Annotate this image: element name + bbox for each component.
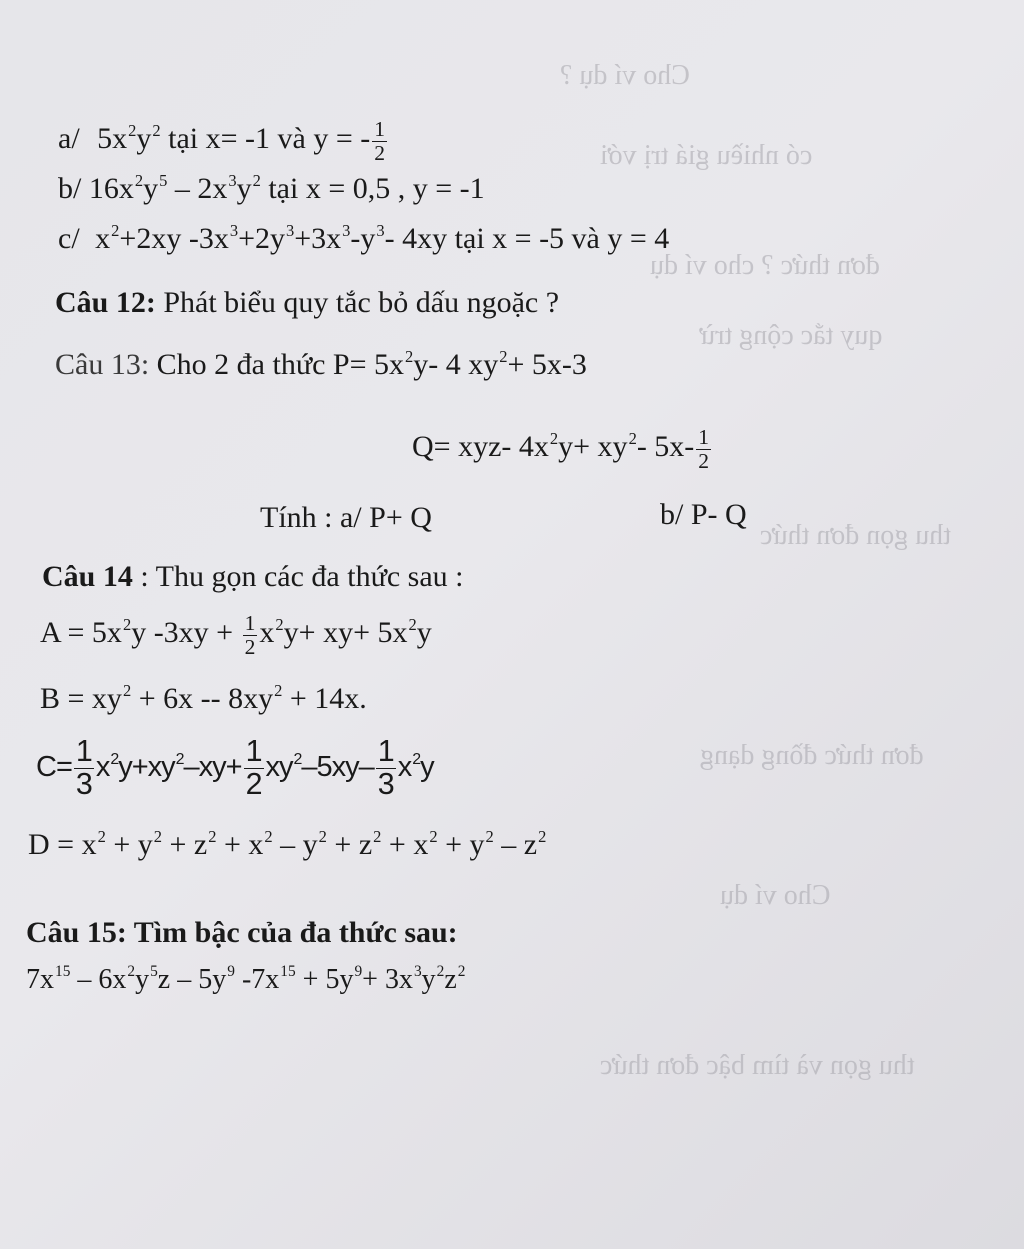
fraction — [243, 612, 258, 658]
question-13-q — [412, 426, 713, 472]
expression-term: -7x — [234, 964, 280, 995]
question-13-q-term: - 5x- — [636, 430, 695, 464]
exponent: 2 — [252, 170, 261, 190]
polynomial-c — [36, 736, 434, 801]
polynomial-d-term: D = x — [28, 828, 97, 861]
polynomial-d-term: – y — [272, 828, 318, 861]
polynomial-c-term: y — [420, 751, 434, 784]
question-15 — [26, 918, 458, 948]
expression-term: y — [421, 964, 436, 995]
expression-term: 7x — [26, 964, 54, 995]
question-15-expression — [26, 963, 466, 995]
exponent: 5 — [150, 963, 158, 981]
question-13 — [55, 346, 587, 381]
exponent: 2 — [293, 751, 302, 769]
question-13-p: y- 4 xy — [413, 348, 499, 381]
exponent: 2 — [436, 963, 445, 981]
exponent: 2 — [152, 120, 161, 140]
exponent: 2 — [264, 826, 273, 846]
polynomial-d-term: + z — [326, 828, 373, 861]
polynomial-d-term: + y — [105, 828, 153, 861]
fraction — [376, 736, 396, 801]
polynomial-c-term: x — [95, 751, 110, 784]
polynomial-b-term: B = xy — [40, 682, 122, 715]
fraction-denominator: 2 — [244, 634, 256, 659]
exponent: 2 — [111, 220, 120, 240]
expression-term: + 5y — [295, 964, 354, 995]
exponent: 2 — [208, 826, 217, 846]
question-13-label: Câu 13: — [55, 348, 150, 381]
exponent: 2 — [274, 680, 283, 700]
problem-b-term: – 2x — [167, 172, 228, 205]
fraction — [244, 736, 264, 801]
exponent: 2 — [412, 751, 421, 769]
fraction-numerator: 1 — [245, 734, 262, 768]
problem-b-condition: tại x = 0,5 , y = -1 — [260, 172, 485, 205]
question-12 — [55, 288, 559, 318]
exponent: 2 — [405, 346, 414, 366]
polynomial-c-term: xy — [265, 751, 293, 784]
fraction-denominator: 2 — [245, 766, 262, 801]
exponent: 2 — [408, 614, 417, 634]
problem-b-label: b/ — [58, 172, 82, 205]
exponent: 15 — [55, 963, 71, 981]
polynomial-d-term: – z — [493, 828, 538, 861]
question-14-text: : Thu gọn các đa thức sau : — [132, 560, 464, 593]
question-14-label: Câu 14 — [42, 560, 133, 593]
exponent: 2 — [628, 428, 637, 448]
problem-b — [58, 170, 485, 205]
exponent: 2 — [175, 751, 184, 769]
polynomial-a — [40, 612, 432, 658]
exponent: 3 — [342, 220, 351, 240]
expression-term: – 6x — [70, 964, 127, 995]
fraction-denominator: 2 — [698, 448, 710, 473]
polynomial-c-term: x — [397, 751, 412, 784]
problem-c-condition: - 4xy tại x = -5 và y = 4 — [384, 222, 670, 255]
question-15-text: Tìm bậc của đa thức sau: — [126, 916, 458, 949]
polynomial-d-term: + x — [381, 828, 429, 861]
fraction-numerator: 1 — [75, 734, 92, 768]
exponent: 2 — [122, 680, 132, 700]
question-15-label: Câu 15: — [26, 916, 127, 949]
exponent: 2 — [128, 120, 137, 140]
exponent: 2 — [318, 826, 327, 846]
problem-a-label: a/ — [58, 122, 80, 156]
exponent: 2 — [153, 826, 163, 846]
exponent: 9 — [227, 963, 235, 981]
exponent: 3 — [413, 963, 422, 981]
expression-term: + 3x — [362, 964, 413, 995]
fraction — [74, 736, 94, 801]
exponent: 3 — [229, 220, 239, 240]
question-13-tinh-b: b/ P- Q — [660, 498, 747, 531]
problem-c-label: c/ — [58, 222, 80, 255]
exponent: 2 — [110, 751, 119, 769]
polynomial-d-term: + x — [216, 828, 264, 861]
fraction-numerator: 1 — [377, 734, 394, 768]
question-13-p: Cho 2 đa thức P= 5x — [149, 348, 405, 381]
question-13-p: + 5x-3 — [507, 348, 587, 381]
polynomial-b-term: + 14x. — [282, 682, 367, 715]
polynomial-d-term: + z — [162, 828, 208, 861]
problem-c-term: +2xy -3x — [119, 222, 229, 255]
question-13-q-term: Q= xyz- 4x — [412, 430, 549, 464]
question-14 — [42, 562, 463, 592]
exponent: 2 — [134, 170, 144, 190]
polynomial-c-term: C= — [36, 751, 72, 784]
problem-a-term: 5x — [97, 122, 128, 156]
polynomial-c-term: –xy+ — [183, 751, 242, 784]
exponent: 2 — [97, 826, 106, 846]
fraction-denominator: 3 — [75, 766, 92, 801]
problem-b-term: y — [143, 172, 159, 205]
expression-term: z — [444, 964, 457, 995]
polynomial-a-term: y+ xy+ 5x — [283, 616, 408, 650]
question-12-label: Câu 12: — [55, 286, 156, 319]
polynomial-a-term: y -3xy + — [131, 616, 241, 650]
exponent: 2 — [127, 963, 136, 981]
fraction — [372, 118, 387, 164]
polynomial-a-term: x — [259, 616, 275, 650]
problem-c-term: +3x — [294, 222, 342, 255]
problem-a — [58, 118, 389, 164]
problem-a-term: y — [136, 122, 152, 156]
exponent: 2 — [549, 428, 559, 448]
problem-b-term: 16x — [88, 172, 134, 205]
question-13-q-term: y+ xy — [558, 430, 628, 464]
exponent: 3 — [376, 220, 385, 240]
fraction-numerator: 1 — [374, 117, 386, 141]
expression-term: y — [135, 964, 150, 995]
fraction-denominator: 3 — [377, 766, 394, 801]
polynomial-b-term: + 6x -- 8xy — [131, 682, 274, 715]
exponent: 2 — [538, 826, 547, 846]
exponent: 5 — [159, 170, 168, 190]
exponent: 2 — [485, 826, 494, 846]
expression-term: z – 5y — [157, 964, 227, 995]
question-12-text: Phát biểu quy tắc bỏ dấu ngoặc ? — [155, 286, 560, 319]
polynomial-a-term: y — [416, 616, 432, 650]
polynomial-d — [28, 826, 547, 861]
fraction-numerator: 1 — [698, 425, 710, 449]
exponent: 2 — [373, 826, 382, 846]
problem-c-term: +2y — [238, 222, 285, 255]
problem-a-condition: tại x= -1 và y = - — [160, 122, 371, 156]
exponent: 2 — [457, 963, 466, 981]
fraction — [696, 426, 711, 472]
exponent: 2 — [122, 614, 132, 634]
exponent: 3 — [286, 220, 295, 240]
exponent: 2 — [275, 614, 284, 634]
exponent: 9 — [354, 963, 363, 981]
exponent: 3 — [228, 170, 237, 190]
polynomial-c-term: y+xy — [118, 751, 175, 784]
problem-c — [58, 220, 670, 255]
polynomial-a-term: A = 5x — [40, 616, 122, 650]
exponent: 2 — [499, 346, 508, 366]
polynomial-d-term: + y — [437, 828, 485, 861]
fraction-numerator: 1 — [244, 611, 256, 635]
problem-c-term: -y — [350, 222, 376, 255]
question-13-tinh-a: Tính : a/ P+ Q — [260, 501, 432, 534]
polynomial-b — [40, 680, 367, 715]
problem-c-term: x — [87, 222, 111, 255]
problem-b-term: y — [236, 172, 252, 205]
polynomial-c-term: –5xy– — [301, 751, 374, 784]
exponent: 2 — [429, 826, 438, 846]
exponent: 15 — [280, 963, 296, 981]
fraction-denominator: 2 — [374, 140, 386, 165]
